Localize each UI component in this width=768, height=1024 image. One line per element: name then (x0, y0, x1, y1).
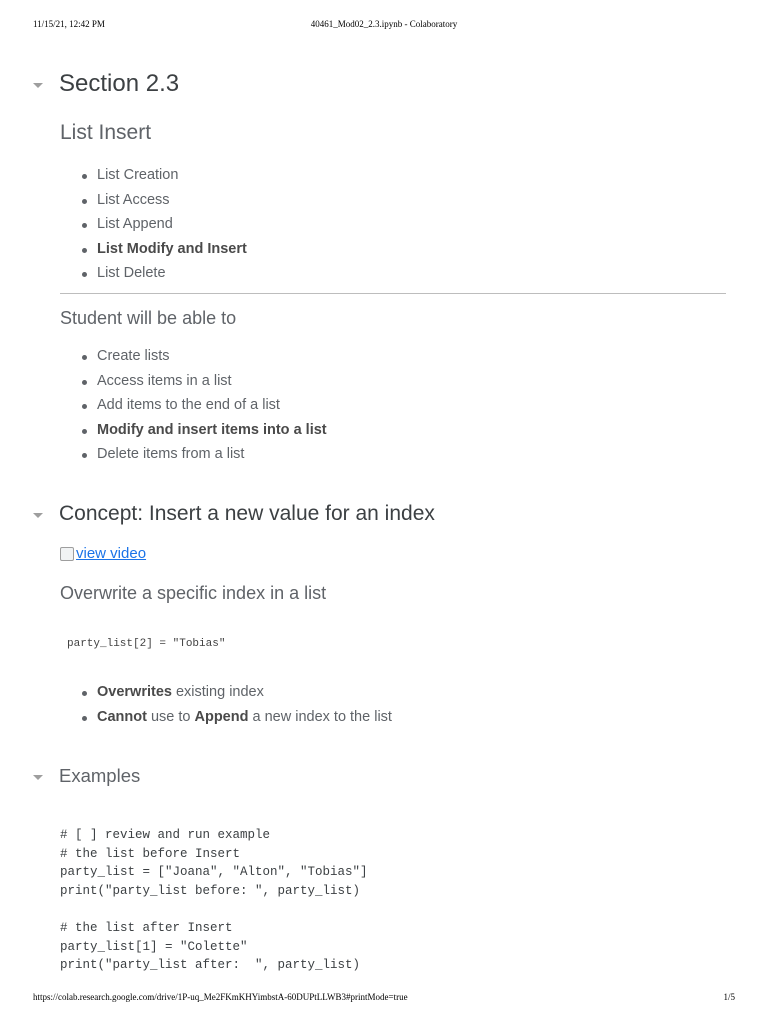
topic-item: List Creation (97, 163, 247, 188)
note-bold: Append (194, 708, 249, 725)
note-cannot-append (97, 705, 392, 730)
print-doc-title: 40461_Mod02_2.3.ipynb - Colaboratory (310, 19, 458, 29)
section-title: Section 2.3 (59, 70, 180, 97)
view-video-text[interactable]: view video (76, 545, 147, 562)
note-text: existing index (171, 684, 264, 700)
examples-heading[interactable] (33, 765, 140, 787)
objective-item: Access items in a list (97, 369, 327, 394)
examples-title: Examples (59, 765, 141, 786)
objective-item-current: Modify and insert items into a list (97, 418, 327, 443)
section-heading[interactable] (33, 70, 179, 98)
collapse-caret-icon[interactable] (33, 513, 43, 518)
collapse-caret-icon[interactable] (33, 83, 43, 88)
topic-item-current: List Modify and Insert (97, 237, 247, 262)
note-bold: Cannot (97, 708, 147, 725)
topic-item: List Append (97, 212, 247, 237)
topic-item: List Access (97, 188, 247, 213)
objective-item: Delete items from a list (97, 442, 327, 467)
example-code-cell[interactable]: # [ ] review and run example # the list before Insert party_list = ["Joana", "Alton", "Tobias"] print("party_list before: ", party_list) # the list after Insert party_list[1] = "Colette" print("party_list after: ", party_list) (60, 828, 368, 973)
print-page-number: 1/5 (723, 992, 735, 1002)
overwrite-code-example: party_list[2] = "Tobias" (67, 638, 226, 650)
note-text: use to (146, 708, 195, 725)
note-overwrites (97, 680, 392, 705)
objective-item: Add items to the end of a list (97, 393, 327, 418)
concept-heading[interactable] (33, 502, 435, 526)
overwrite-heading: Overwrite a specific index in a list (60, 583, 327, 603)
print-datetime: 11/15/21, 12:42 PM (33, 19, 105, 29)
topic-item: List Delete (97, 261, 247, 286)
objective-item: Create lists (97, 344, 327, 369)
concept-notes (60, 680, 392, 729)
section-divider (60, 293, 726, 294)
concept-title: Concept: Insert a new value for an index (59, 502, 435, 525)
broken-image-icon (60, 547, 74, 561)
print-url: https://colab.research.google.com/drive/1P-uq_Me2FKmKHYimbstA-60DUPtLLWB3#printMode=true (33, 992, 408, 1002)
section-subtitle: List Insert (60, 121, 152, 144)
topic-list (60, 163, 247, 286)
view-video-link[interactable] (60, 545, 146, 562)
collapse-caret-icon[interactable] (33, 775, 43, 780)
objectives-list (60, 344, 327, 467)
note-bold: Overwrites (97, 684, 172, 700)
note-text: a new index to the list (248, 708, 392, 725)
objectives-heading: Student will be able to (60, 308, 237, 328)
